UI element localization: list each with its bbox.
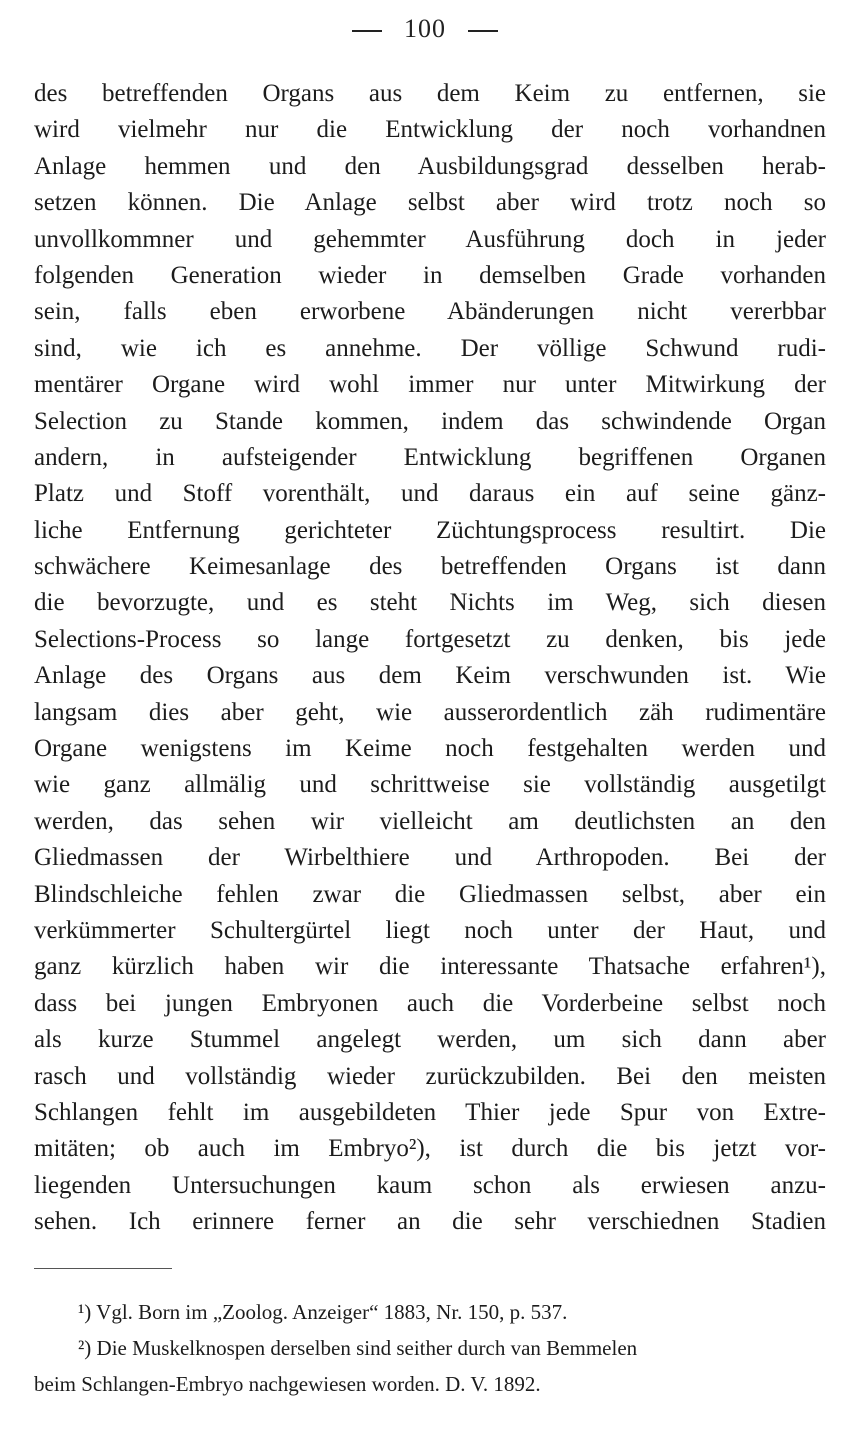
text-line: verkümmerter Schultergürtel liegt noch unter der Haut, und <box>34 916 826 944</box>
page-number: 100 <box>404 14 446 43</box>
header-dash-left <box>352 30 382 32</box>
footnote-2-continued: beim Schlangen-Embryo nachgewiesen worden. D. V. 1892. <box>34 1372 541 1396</box>
text-line: liche Entfernung gerichteter Züchtungsprocess resultirt. Die <box>34 516 826 544</box>
text-line: als kurze Stummel angelegt werden, um sich dann aber <box>34 1026 826 1054</box>
text-line: ganz kürzlich haben wir die interessante Thatsache erfahren¹), <box>34 953 826 981</box>
text-line: Selection zu Stande kommen, indem das schwindende Organ <box>34 407 826 435</box>
text-line: mentärer Organe wird wohl immer nur unter Mitwirkung der <box>34 371 826 399</box>
text-line: andern, in aufsteigender Entwicklung begriffenen Organen <box>34 443 826 471</box>
footnote-separator <box>34 1268 172 1269</box>
text-line: sind, wie ich es annehme. Der völlige Schwund rudi- <box>34 334 826 362</box>
text-line: Selections-Process so lange fortgesetzt zu denken, bis jede <box>34 625 826 653</box>
text-line: Anlage des Organs aus dem Keim verschwunden ist. Wie <box>34 662 826 690</box>
text-line: die bevorzugte, und es steht Nichts im Weg, sich diesen <box>34 589 826 617</box>
text-line: wird vielmehr nur die Entwicklung der noch vorhandnen <box>34 116 826 144</box>
text-line: rasch und vollständig wieder zurückzubilden. Bei den meisten <box>34 1062 826 1090</box>
text-line: wie ganz allmälig und schrittweise sie vollständig ausgetilgt <box>34 771 826 799</box>
text-line: dass bei jungen Embryonen auch die Vorderbeine selbst noch <box>34 989 826 1017</box>
text-line: langsam dies aber geht, wie ausserordentlich zäh rudimentäre <box>34 698 826 726</box>
text-line: unvollkommner und gehemmter Ausführung doch in jeder <box>34 225 826 253</box>
footnote-2: ²) Die Muskelknospen derselben sind seither durch van Bemmelen <box>78 1336 638 1360</box>
text-line: mitäten; ob auch im Embryo²), ist durch die bis jetzt vor- <box>34 1135 826 1163</box>
text-line: sein, falls eben erworbene Abänderungen nicht vererbbar <box>34 298 826 326</box>
text-line: sehen. Ich erinnere ferner an die sehr verschiednen Stadien <box>34 1208 826 1236</box>
text-line: des betreffenden Organs aus dem Keim zu entfernen, sie <box>34 80 826 107</box>
text-line: setzen können. Die Anlage selbst aber wird trotz noch so <box>34 189 826 217</box>
footnote-1: ¹) Vgl. Born im „Zoolog. Anzeiger“ 1883, Nr. 150, p. 537. <box>78 1300 568 1324</box>
text-line: schwächere Keimesanlage des betreffenden Organs ist dann <box>34 553 826 581</box>
text-line: Platz und Stoff vorenthält, und daraus ein auf seine gänz- <box>34 480 826 508</box>
text-line: Gliedmassen der Wirbelthiere und Arthropoden. Bei der <box>34 844 826 872</box>
text-line: Organe wenigstens im Keime noch festgehalten werden und <box>34 735 826 763</box>
text-line: liegenden Untersuchungen kaum schon als erwiesen anzu- <box>34 1171 826 1199</box>
text-line: Schlangen fehlt im ausgebildeten Thier jede Spur von Extre- <box>34 1098 826 1126</box>
text-line: Anlage hemmen und den Ausbildungsgrad desselben herab- <box>34 152 826 180</box>
body-text <box>34 76 826 1241</box>
page-header <box>0 14 850 44</box>
footnotes <box>34 1294 826 1402</box>
text-line: werden, das sehen wir vielleicht am deutlichsten an den <box>34 807 826 835</box>
text-line: Blindschleiche fehlen zwar die Gliedmassen selbst, aber ein <box>34 880 826 908</box>
header-dash-right <box>468 30 498 32</box>
text-line: folgenden Generation wieder in demselben Grade vorhanden <box>34 261 826 289</box>
